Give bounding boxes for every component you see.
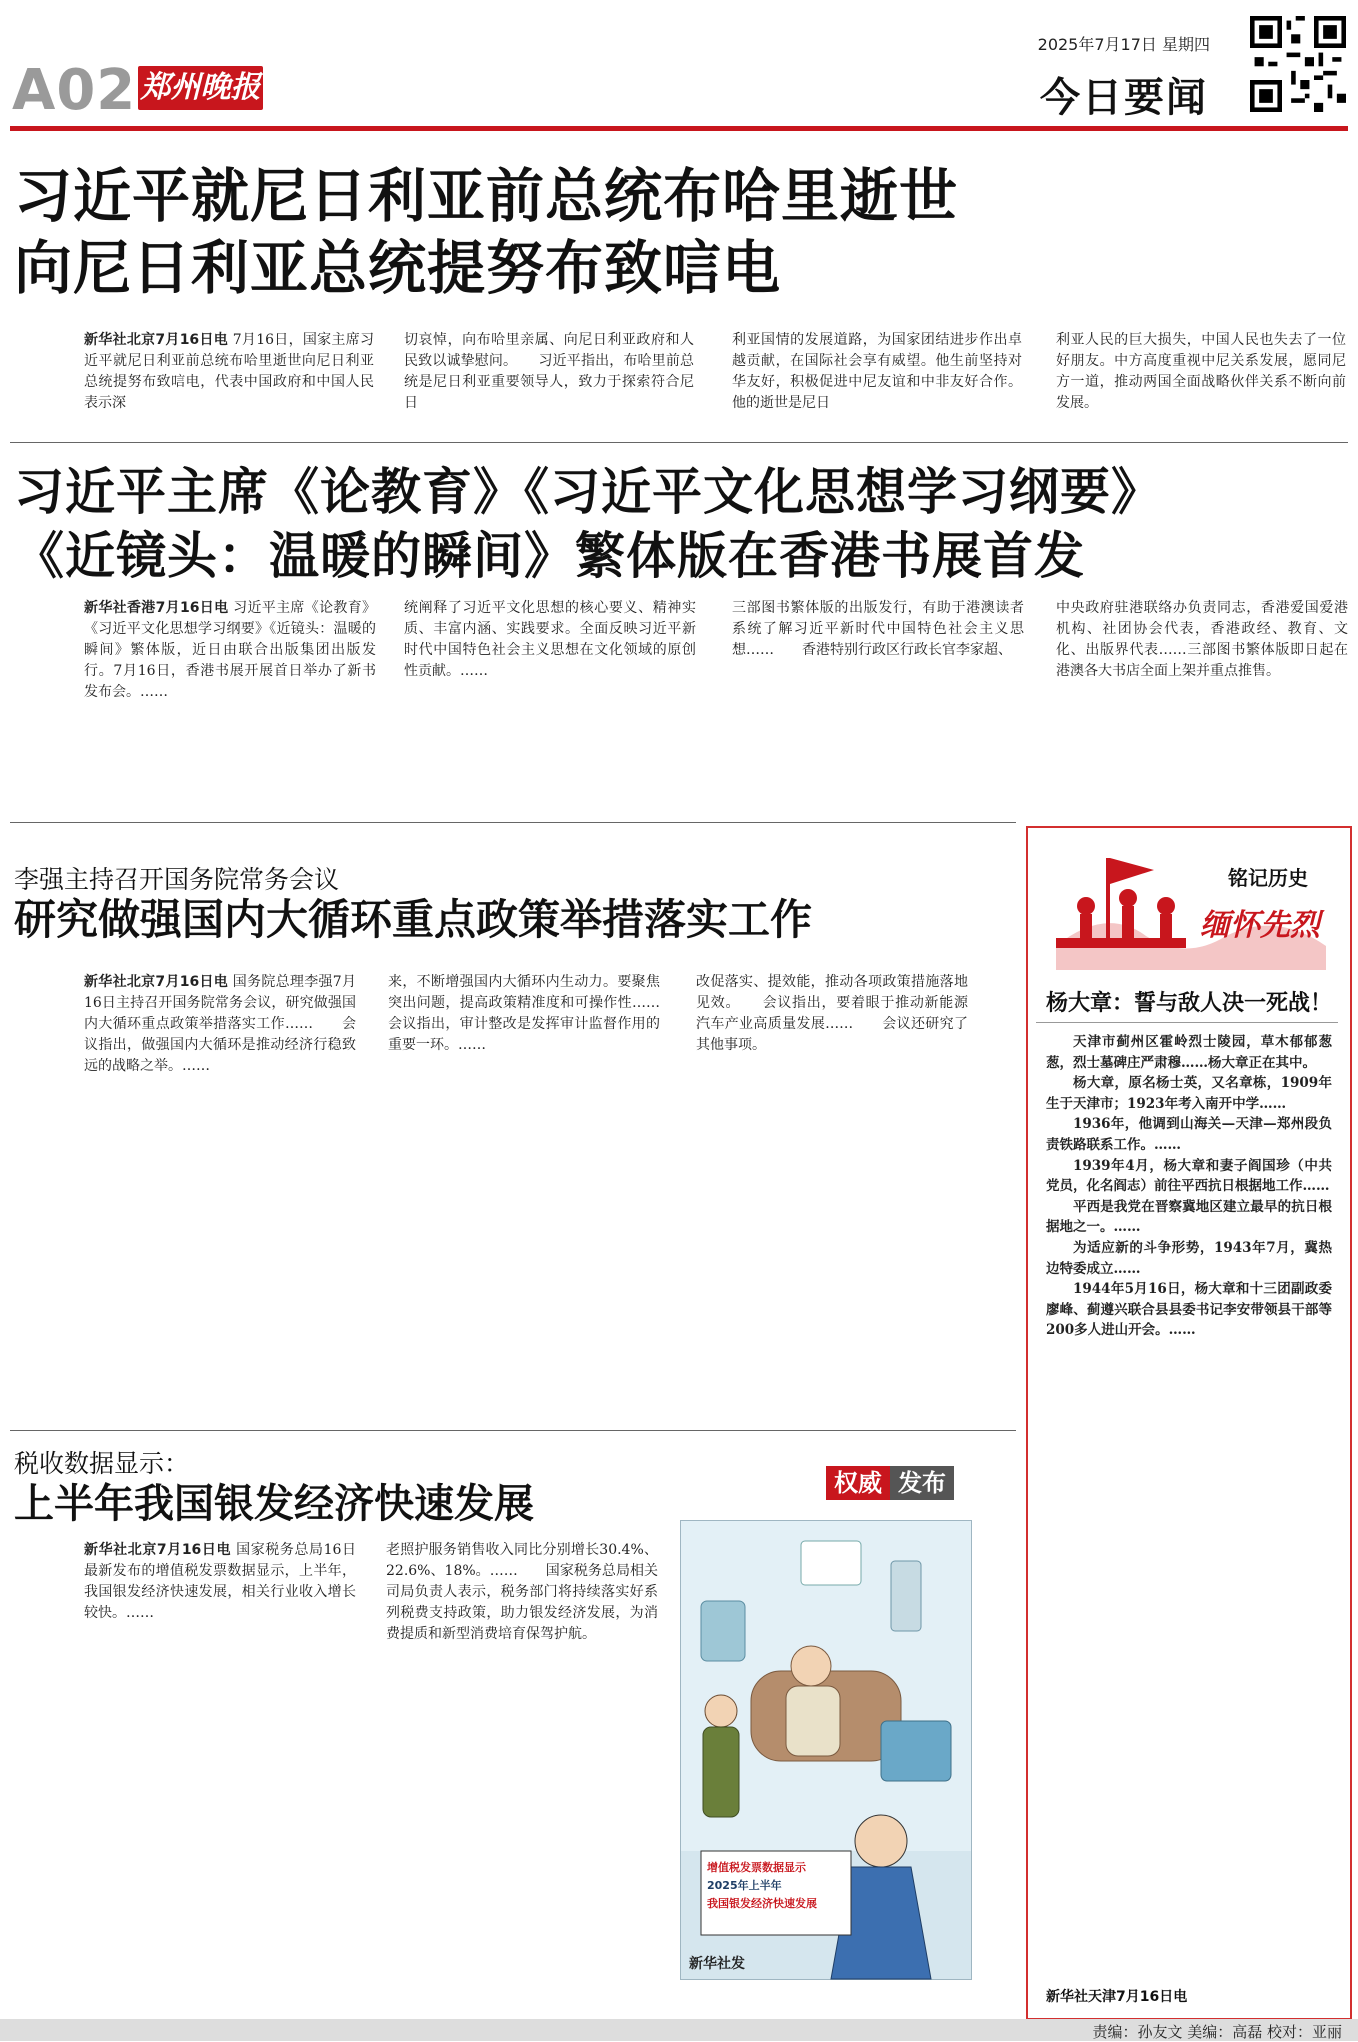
story1-col-1 <box>84 330 374 426</box>
story4-text-1: 国家税务总局16日最新发布的增值税发票数据显示，上半年，我国银发经济快速发展，相关行业收入增长较快。…… <box>84 1542 357 1621</box>
story1-col-3 <box>732 330 1022 426</box>
illustration-board <box>707 1859 817 1913</box>
story4-col-1 <box>84 1540 356 1990</box>
story2-headline-line1: 习近平主席《论教育》《习近平文化思想学习纲要》 <box>14 463 1162 521</box>
newspaper-logo: 郑州晚报 <box>138 66 263 110</box>
divider <box>10 442 1348 443</box>
story3-headline: 研究做强国内大循环重点政策举措落实工作 <box>14 895 813 944</box>
sidebar-paragraph: 杨大章，原名杨士英，又名章栋，1909年生于天津市；1923年考入南开中学…… <box>1046 1075 1332 1112</box>
illustration-credit: 新华社发 <box>689 1956 745 1972</box>
qr-code-icon <box>1250 16 1346 112</box>
sidebar-paragraph: 平西是我党在晋察冀地区建立最早的抗日根据地之一。…… <box>1046 1198 1332 1236</box>
board-line-3: 我国银发经济快速发展 <box>707 1897 817 1910</box>
story1-text-4: 利亚人民的巨大损失，中国人民也失去了一位好朋友。中方高度重视中尼关系发展，愿同尼方一道，推动两国全面战略伙伴关系不断向前发展。 <box>1056 332 1346 411</box>
story1-text-2: 切哀悼，向布哈里亲属、向尼日利亚政府和人民致以诚挚慰问。 习近平指出，布哈里前总统是尼日利亚重要领导人，致力于探索符合尼日 <box>404 332 694 411</box>
story2-headline-line2: 《近镜头：温暖的瞬间》繁体版在香港书展首发 <box>14 527 1085 585</box>
story2-text-2: 统阐释了习近平文化思想的核心要义、精神实质、丰富内涵、实践要求。全面反映习近平新时代中国特色社会主义思想在文化领域的原创性贡献。…… <box>404 600 696 679</box>
sidebar-title: 杨大章：誓与敌人决一死战！ <box>1046 991 1333 1016</box>
story2-text-1: 习近平主席《论教育》《习近平文化思想学习纲要》《近镜头：温暖的瞬间》繁体版，近日由联合出版集团出版发行。7月16日，香港书展开展首日举办了新书发布会。…… <box>84 600 377 700</box>
story1-text-1: 7月16日，国家主席习近平就尼日利亚前总统布哈里逝世向尼日利亚总统提努布致唁电，代表中国政府和中国人民表示深 <box>84 332 374 411</box>
story3-text-2: 来，不断增强国内大循环内生动力。要聚焦突出问题，提高政策精准度和可操作性…… 会议指出，审计整改是发挥审计监督作用的重要一环。…… <box>388 974 688 1053</box>
story1-dateline: 新华社北京7月16日电 <box>84 332 229 348</box>
story4-headline: 上半年我国银发经济快速发展 <box>14 1481 534 1527</box>
silver-economy-illustration <box>680 1520 972 1980</box>
board-line-2: 2025年上半年 <box>707 1879 782 1892</box>
story3-dateline: 新华社北京7月16日电 <box>84 974 229 990</box>
sidebar-paragraph: 天津市蓟州区霍岭烈士陵园，草木郁郁葱葱，烈士墓碑庄严肃穆……杨大章正在其中。 <box>1046 1034 1332 1071</box>
story4-kicker: 税收数据显示： <box>14 1449 190 1478</box>
footer-credit: 责编：孙友文 美编：高磊 校对：亚丽 <box>1092 2023 1342 2041</box>
badge-part-2: 发布 <box>890 1466 954 1500</box>
story2-headline <box>14 460 1162 588</box>
story1-headline <box>14 160 958 304</box>
story2-col-4 <box>1056 598 1348 808</box>
board-line-1: 增值税发票数据显示 <box>707 1861 806 1874</box>
story4-dateline: 新华社北京7月16日电 <box>84 1542 232 1558</box>
masthead-rule <box>10 126 1348 131</box>
divider <box>10 822 1016 823</box>
story3-text-1: 国务院总理李强7月16日主持召开国务院常务会议，研究做强国内大循环重点政策举措落实工作…… 会议指出，做强国内大循环是推动经济行稳致远的战略之举。…… <box>84 974 356 1074</box>
story2-col-1 <box>84 598 376 808</box>
page-number: A02 <box>12 58 137 123</box>
sidebar-dateline: 新华社天津7月16日电 <box>1046 1989 1188 2005</box>
story4-text-2: 老照护服务销售收入同比分别增长30.4%、22.6%、18%。…… 国家税务总局相关司局负责人表示，税务部门将持续落实好系列税费支持政策，助力银发经济发展，为消费提质和新型消费培育保驾护航。 <box>386 1542 658 1642</box>
issue-date: 2025年7月17日 星期四 <box>1037 35 1210 54</box>
banner-top-text: 铭记历史 <box>1228 866 1308 890</box>
story1-headline-line2: 向尼日利亚总统提努布致唁电 <box>14 234 782 302</box>
story4-col-2 <box>386 1540 658 1990</box>
story1-text-3: 利亚国情的发展道路，为国家团结进步作出卓越贡献，在国际社会享有威望。他生前坚持对华友好，积极促进中尼友谊和中非友好合作。他的逝世是尼日 <box>732 332 1022 411</box>
story1-col-4 <box>1056 330 1346 426</box>
divider <box>10 1430 1016 1431</box>
section-title: 今日要闻 <box>1040 75 1208 121</box>
sidebar-rule <box>1036 1022 1338 1023</box>
story2-col-2 <box>404 598 696 808</box>
story2-text-4: 中央政府驻港联络办负责同志，香港爱国爱港机构、社团协会代表，香港政经、教育、文化、出版界代表……三部图书繁体版即日起在港澳各大书店全面上架并重点推售。 <box>1056 600 1348 679</box>
story1-headline-line1: 习近平就尼日利亚前总统布哈里逝世 <box>14 162 959 230</box>
authoritative-release-badge <box>826 1466 954 1500</box>
story2-text-3: 三部图书繁体版的出版发行，有助于港澳读者系统了解习近平新时代中国特色社会主义思想…… 香港特别行政区行政长官李家超、 <box>732 600 1024 658</box>
story2-col-3 <box>732 598 1024 808</box>
sidebar-paragraph: 1944年5月16日，杨大章和十三团副政委廖峰、蓟遵兴联合县县委书记李安带领县干部等200多人进山开会。…… <box>1046 1281 1332 1339</box>
story2-dateline: 新华社香港7月16日电 <box>84 600 229 616</box>
sidebar-paragraph: 1936年，他调到山海关—天津—郑州段负责铁路联系工作。…… <box>1046 1116 1332 1153</box>
sidebar-paragraph: 1939年4月，杨大章和妻子阎国珍（中共党员，化名阎志）前往平西抗日根据地工作…… <box>1046 1157 1332 1195</box>
story3-text-3: 改促落实、提效能，推动各项政策措施落地见效。 会议指出，要着眼于推动新能源汽车产业高质量发展…… 会议还研究了其他事项。 <box>696 974 968 1053</box>
badge-part-1: 权威 <box>826 1466 890 1500</box>
story3-col-2 <box>388 972 688 1398</box>
sidebar-paragraph: 为适应新的斗争形势，1943年7月，冀热边特委成立…… <box>1046 1239 1332 1277</box>
story3-kicker: 李强主持召开国务院常务会议 <box>14 865 340 894</box>
story1-col-2 <box>404 330 694 426</box>
banner-bottom-text: 缅怀先烈 <box>1200 908 1320 943</box>
story3-col-3 <box>696 972 968 1398</box>
sidebar-body <box>1046 1032 1332 1341</box>
story3-col-1 <box>84 972 356 1398</box>
